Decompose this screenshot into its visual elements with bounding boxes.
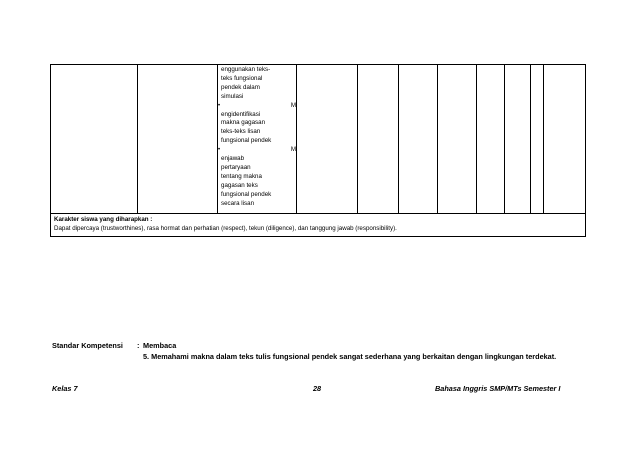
bullet-first-letter: M <box>290 146 296 154</box>
table-cell <box>51 65 138 214</box>
table-cell <box>358 65 399 214</box>
activity-line: gagasan teks <box>221 181 258 189</box>
table-row <box>51 65 586 214</box>
activity-line: pertaryaan <box>221 163 251 171</box>
bullet-first-letter: M <box>290 101 296 109</box>
table-cell <box>531 65 544 214</box>
activity-line: teks-teks lisan <box>221 128 261 136</box>
footer-subject: Bahasa Inggris SMP/MTs Semester I <box>435 384 561 393</box>
table-cell <box>505 65 531 214</box>
activity-line: fungsional pendek <box>221 137 272 145</box>
activity-line: enggunakan teks- <box>221 66 271 73</box>
standar-value: Membaca <box>143 341 177 350</box>
kompetensi-dasar: 5. Memahami makna dalam teks tulis fungsional pendek sangat sederhana yang berkaitan dengan lingkungan terdekat. <box>143 352 557 361</box>
activity-line: engidentifikasi <box>221 110 261 118</box>
table-cell <box>399 65 438 214</box>
activity-cell <box>218 65 297 214</box>
character-row <box>51 214 586 237</box>
activity-line: tentang makna <box>221 172 262 180</box>
standar-colon: : <box>137 341 140 350</box>
activity-line: simulasi <box>221 92 244 100</box>
bullet-item <box>218 146 296 155</box>
activity-line: enjawab <box>221 155 245 163</box>
page-number: 28 <box>313 384 322 393</box>
syllabus-table <box>50 64 586 237</box>
table-cell <box>138 65 221 214</box>
footer-class: Kelas 7 <box>52 384 78 393</box>
table-cell <box>544 65 586 214</box>
bullet-icon: • <box>218 102 221 109</box>
activity-line: teks fungsional <box>221 74 263 82</box>
table-cell <box>438 65 477 214</box>
bullet-icon: • <box>218 147 221 154</box>
activity-line: pendek dalam <box>221 83 260 91</box>
character-title: Karakter siswa yang diharapkan : <box>54 216 153 223</box>
activity-line: secara lisan <box>221 199 255 207</box>
activity-line: fungsional pendek <box>221 190 272 198</box>
character-cell <box>51 214 586 237</box>
standar-label: Standar Kompetensi <box>52 341 123 350</box>
bullet-item <box>218 101 296 111</box>
activity-line: makna gagasan <box>221 119 266 127</box>
table-cell <box>477 65 505 214</box>
table-cell <box>297 65 358 214</box>
character-text: Dapat dipercaya (trustworthines), rasa hormat dan perhatian (respect), tekun (diligence), dan tanggung jawab (responsibility). <box>54 224 397 232</box>
